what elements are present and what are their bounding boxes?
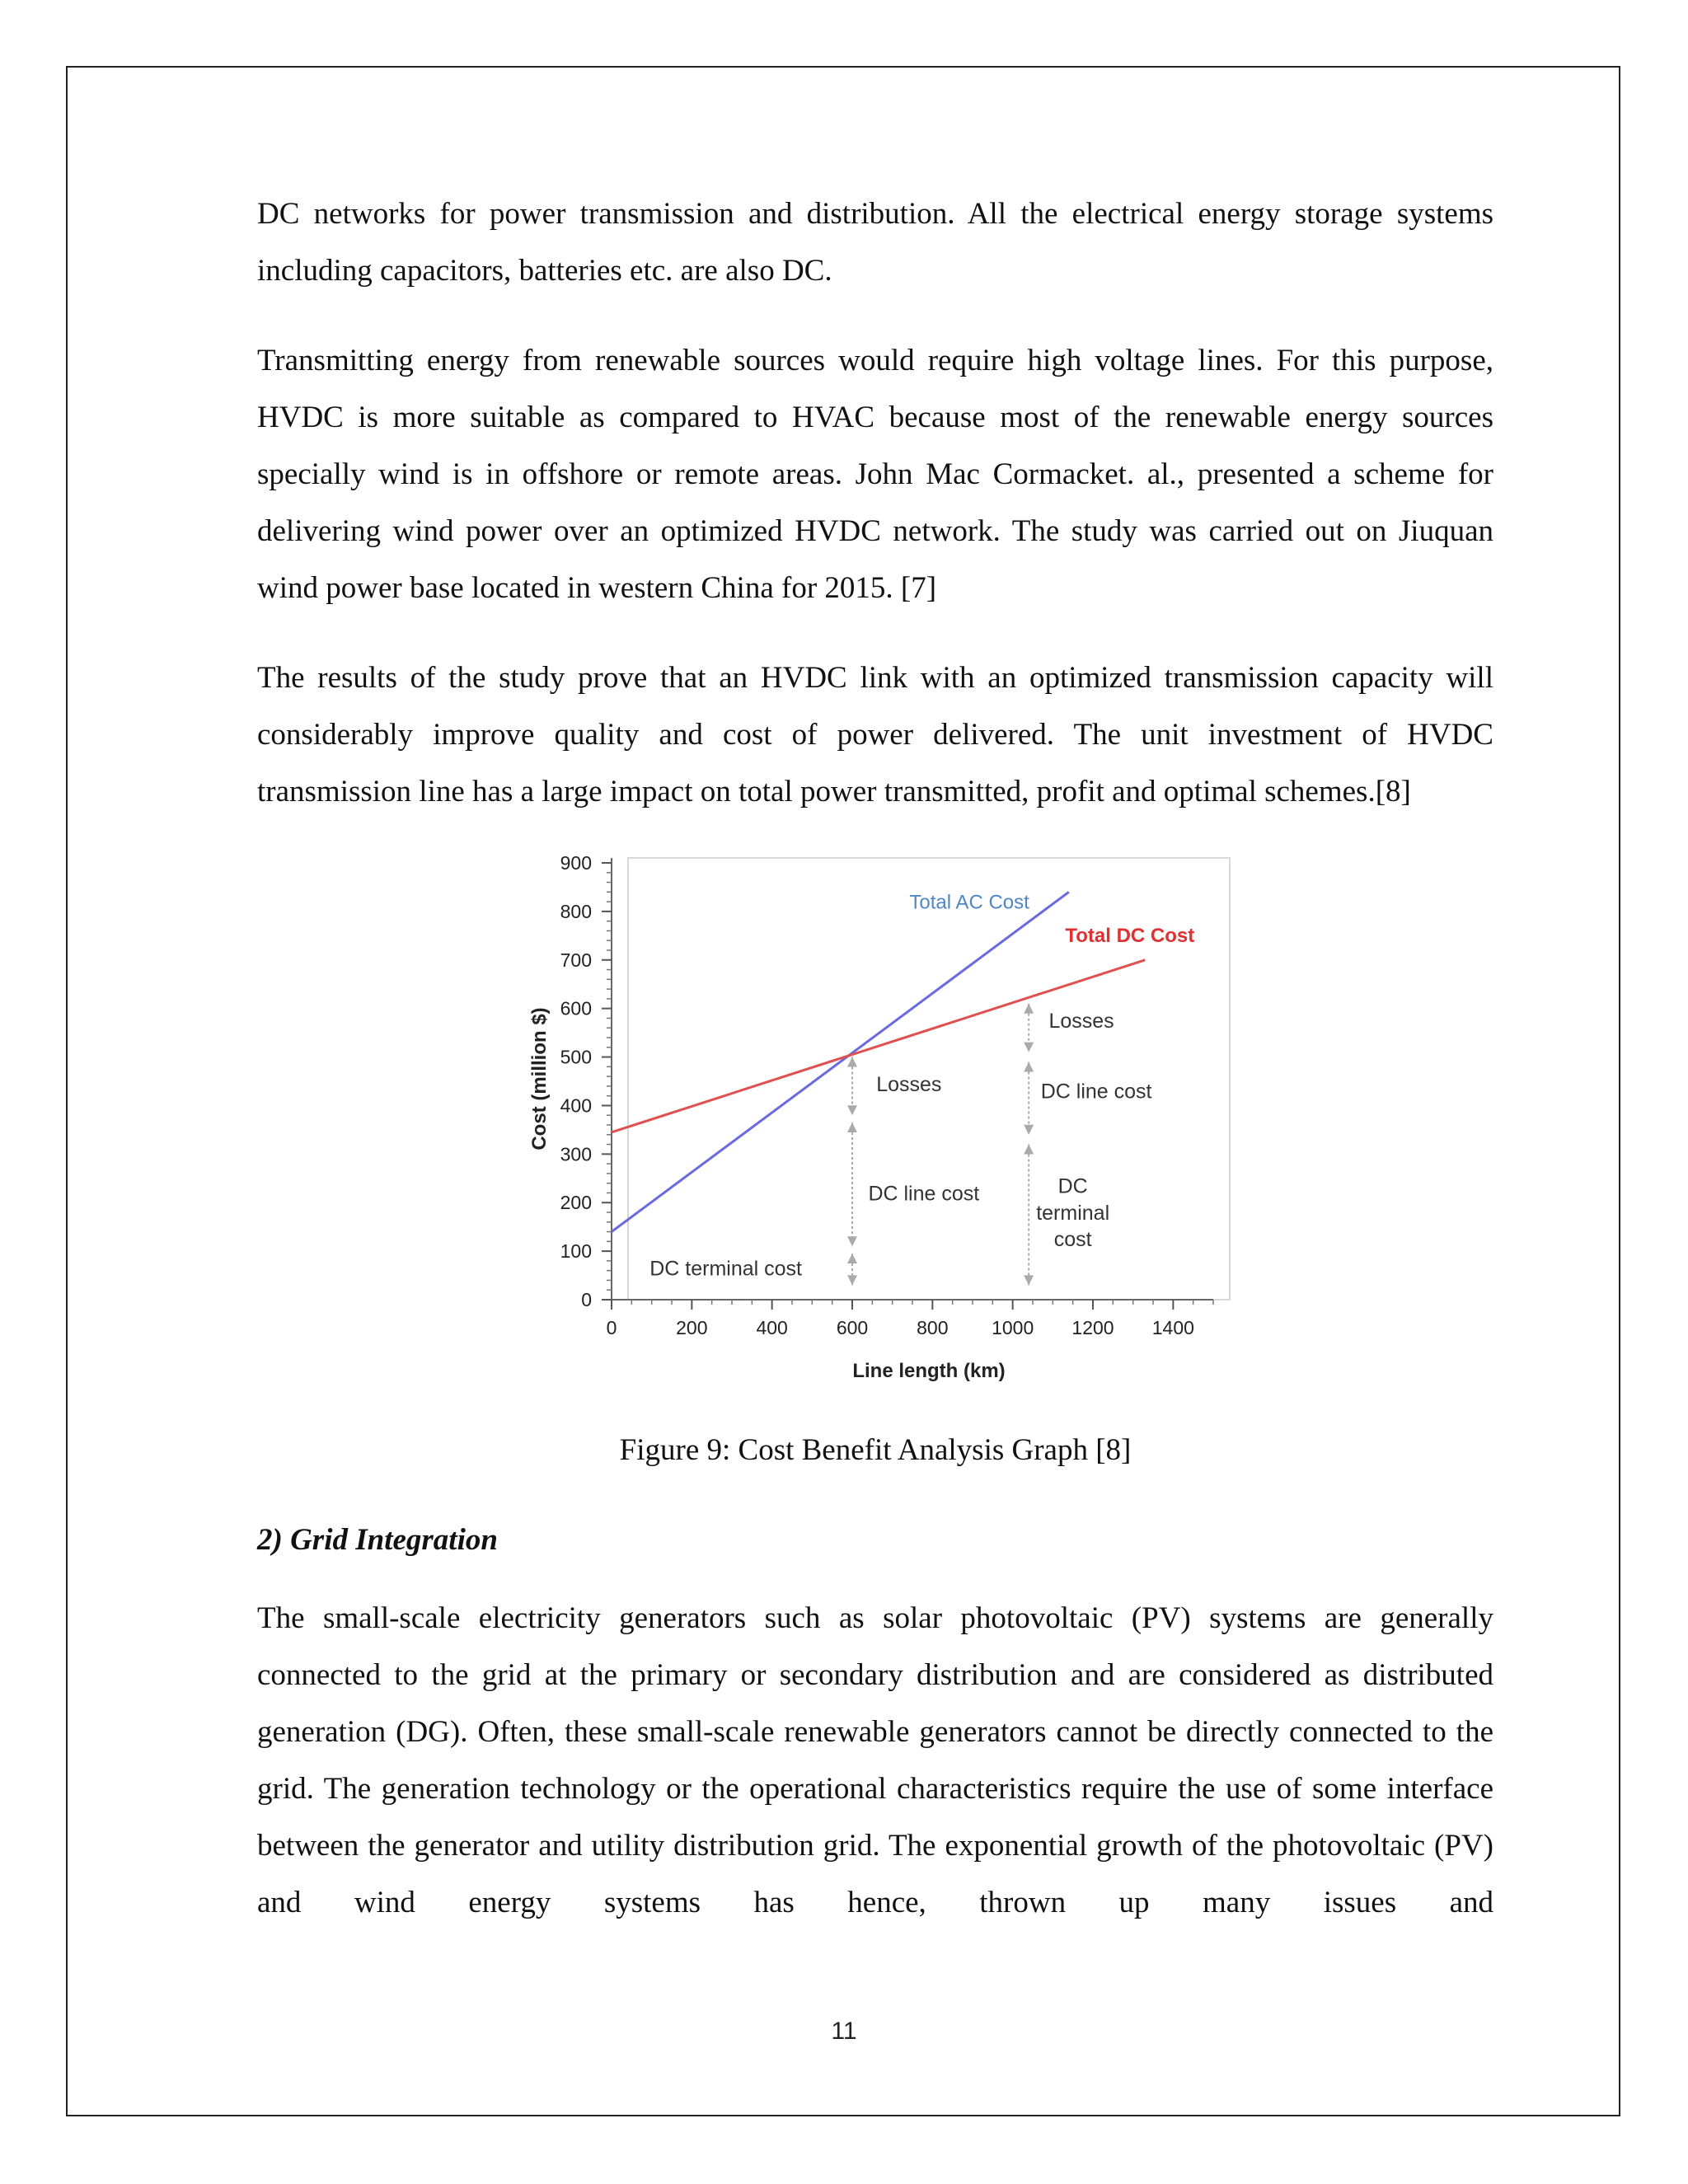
section-paragraph: The small-scale electricity generators such as solar photovoltaic (PV) systems are generally connected to the grid at the primary or secondary distribution and are considered as distributed generation (DG). Often, these small-scale renewable generators cannot be directly connected to the grid. The generation technology or the operational characteristics require the use of some interface between the generator and utility distribution grid. The exponential growth of the photovoltaic (PV) and wind energy systems has hence, thrown up many issues and [257, 1601, 1493, 1919]
chart-x-axis-label: Line length (km) [852, 1360, 1006, 1382]
y-tick-label: 900 [560, 853, 592, 874]
y-tick-label: 300 [560, 1143, 592, 1165]
cost-benefit-chart [504, 853, 1246, 1397]
y-tick-label: 700 [560, 949, 592, 971]
figure-caption: Figure 9: Cost Benefit Analysis Graph [8] [619, 1433, 1132, 1467]
paragraph-3: The results of the study prove that an HVDC link with an optimized transmission capacity will considerably improve quality and cost of power delivered. The unit investment of HVDC transmission line has a large impact on total power transmitted, profit and optimal schemes.[8] [257, 661, 1493, 808]
series-label-total-dc-cost: Total DC Cost [1065, 924, 1195, 947]
y-tick-label: 600 [560, 997, 592, 1019]
chart-y-axis-label: Cost (million $) [528, 1007, 551, 1151]
chart-annotation: DC line cost [868, 1182, 980, 1206]
x-tick-label: 0 [606, 1317, 617, 1338]
x-tick-label: 400 [756, 1317, 788, 1338]
chart-annotation: DC line cost [1040, 1080, 1152, 1104]
chart-annotation: Losses [876, 1072, 942, 1096]
y-tick-label: 500 [560, 1046, 592, 1068]
y-tick-label: 400 [560, 1094, 592, 1117]
x-tick-label: 800 [917, 1317, 949, 1338]
y-tick-label: 0 [581, 1289, 592, 1310]
page-content [257, 185, 1493, 1964]
x-tick-label: 1000 [992, 1317, 1034, 1338]
x-tick-label: 600 [836, 1317, 869, 1338]
x-tick-label: 1400 [1151, 1317, 1194, 1338]
x-tick-label: 1200 [1071, 1317, 1114, 1338]
chart-annotation: DC [1057, 1174, 1088, 1198]
chart-annotation: cost [1053, 1228, 1092, 1252]
y-tick-label: 100 [560, 1240, 592, 1263]
section-heading: 2) Grid Integration [257, 1523, 498, 1557]
series-label-total-ac-cost: Total AC Cost [909, 891, 1029, 914]
paragraph-1: DC networks for power transmission and distribution. All the electrical energy storage systems including capacitors, batteries etc. are also DC. [257, 197, 1493, 288]
y-tick-label: 200 [560, 1192, 592, 1214]
chart-annotation: Losses [1048, 1010, 1114, 1033]
chart-annotation: terminal [1036, 1201, 1110, 1225]
x-tick-label: 200 [676, 1317, 708, 1338]
page-number: 11 [831, 2018, 857, 2045]
figure-9 [257, 853, 1493, 1479]
y-tick-label: 800 [560, 900, 592, 922]
paragraph-2: Transmitting energy from renewable sources would require high voltage lines. For this purpose, HVDC is more suitable as compared to HVAC because most of the renewable energy sources specially wind is in offshore or remote areas. John Mac Cormacket. al., presented a scheme for delivering wind power over an optimized HVDC network. The study was carried out on Jiuquan wind power base located in western China for 2015. [7] [257, 344, 1493, 605]
chart-annotation: DC terminal cost [649, 1257, 802, 1281]
